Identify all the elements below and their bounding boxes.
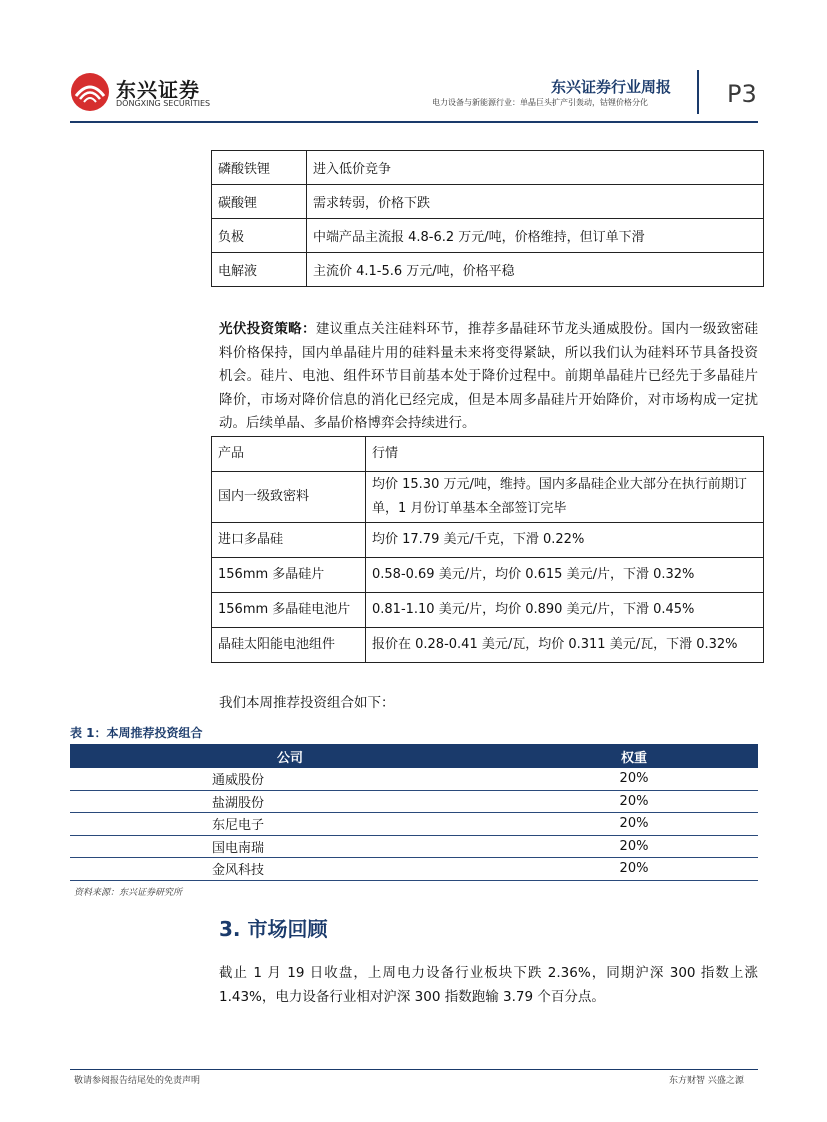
pv-strategy-label: 光伏投资策略： [219, 321, 316, 337]
column-header-market: 行情 [366, 437, 764, 472]
table-cell-product: 碳酸锂 [212, 185, 307, 219]
table-cell-market: 均价 15.30 万元/吨，维持。国内多晶硅企业大部分在执行前期订单，1 月份订单基本全部签订完毕 [366, 472, 764, 523]
brand-name-cn: 东兴证券 [116, 78, 200, 102]
table-cell-status: 主流价 4.1-5.6 万元/吨，价格平稳 [307, 253, 764, 287]
table-cell-market: 报价在 0.28-0.41 美元/瓦，均价 0.311 美元/瓦，下滑 0.32% [366, 628, 764, 663]
column-header-company: 公司 [70, 744, 510, 768]
table-cell-weight: 20% [510, 813, 758, 836]
table-row [212, 151, 764, 185]
table-row [212, 219, 764, 253]
pv-strategy-paragraph [219, 318, 758, 436]
table-cell-company: 金风科技 [70, 858, 510, 881]
footer-rule [70, 1069, 758, 1070]
table-row [70, 768, 758, 790]
table-caption: 表 1：本周推荐投资组合 [70, 726, 203, 740]
column-header-product: 产品 [212, 437, 366, 472]
portfolio-intro: 我们本周推荐投资组合如下： [219, 695, 395, 711]
table-cell-company: 东尼电子 [70, 813, 510, 836]
table-row [70, 813, 758, 836]
report-subtitle: 电力设备与新能源行业：单晶巨头扩产引轰动，钴锂价格分化 [432, 98, 648, 107]
table-header-row [212, 437, 764, 472]
table-cell-company: 国电南瑞 [70, 835, 510, 858]
table-source-note: 资料来源：东兴证券研究所 [74, 888, 183, 898]
table-cell-product: 负极 [212, 219, 307, 253]
table-row [212, 593, 764, 628]
table-row [212, 472, 764, 523]
report-title: 东兴证券行业周报 [551, 78, 672, 96]
table-cell-market: 0.58-0.69 美元/片，均价 0.615 美元/片，下滑 0.32% [366, 558, 764, 593]
footer-disclaimer: 敬请参阅报告结尾处的免责声明 [74, 1076, 201, 1086]
section-heading: 3. 市场回顾 [219, 917, 328, 941]
table-row [70, 835, 758, 858]
table-row [212, 523, 764, 558]
market-review-paragraph: 截止 1 月 19 日收盘，上周电力设备行业板块下跌 2.36%，同期沪深 300 指数上涨 1.43%，电力设备行业相对沪深 300 指数跑输 3.79 个百分点。 [219, 965, 758, 1005]
table-row [212, 628, 764, 663]
table-cell-status: 需求转弱，价格下跌 [307, 185, 764, 219]
table-cell-company: 盐湖股份 [70, 790, 510, 813]
pv-market-table [211, 436, 764, 663]
table-cell-weight: 20% [510, 835, 758, 858]
table-row [212, 185, 764, 219]
table-cell-market: 0.81-1.10 美元/片，均价 0.890 美元/片，下滑 0.45% [366, 593, 764, 628]
table-cell-product: 磷酸铁锂 [212, 151, 307, 185]
column-header-weight: 权重 [510, 744, 758, 768]
table-cell-weight: 20% [510, 790, 758, 813]
table-cell-weight: 20% [510, 768, 758, 790]
table-cell-product: 电解液 [212, 253, 307, 287]
portfolio-table [70, 744, 758, 881]
table-row [212, 253, 764, 287]
table-row [212, 558, 764, 593]
table-cell-product: 国内一级致密料 [212, 472, 366, 523]
table-row [70, 790, 758, 813]
table-cell-product: 156mm 多晶硅电池片 [212, 593, 366, 628]
table-header-row [70, 744, 758, 768]
footer-slogan: 东方财智 兴盛之源 [669, 1076, 744, 1086]
company-logo [70, 72, 110, 112]
table-cell-product: 156mm 多晶硅片 [212, 558, 366, 593]
table-cell-market: 均价 17.79 美元/千克，下滑 0.22% [366, 523, 764, 558]
page-number: P3 [727, 80, 757, 108]
table-cell-status: 中端产品主流报 4.8-6.2 万元/吨，价格维持，但订单下滑 [307, 219, 764, 253]
table-cell-weight: 20% [510, 858, 758, 881]
table-row [70, 858, 758, 881]
header-divider [697, 70, 699, 114]
table-cell-product: 晶硅太阳能电池组件 [212, 628, 366, 663]
header-rule [70, 121, 758, 123]
table-cell-product: 进口多晶硅 [212, 523, 366, 558]
brand-name-en: DONGXING SECURITIES [116, 99, 211, 108]
materials-price-table [211, 150, 764, 287]
table-cell-status: 进入低价竞争 [307, 151, 764, 185]
pv-strategy-text: 建议重点关注硅料环节，推荐多晶硅环节龙头通威股份。国内一级致密硅料价格保持，国内单晶硅片用的硅料量未来将变得紧缺，所以我们认为硅料环节具备投资机会。硅片、电池、组件环节目前基本处于降价过程中。前期单晶硅片已经先于多晶硅片降价，市场对降价信息的消化已经完成，但是本周多晶硅片开始降价，对市场构成一定扰动。后续单晶、多晶价格博弈会持续进行。 [219, 321, 759, 431]
table-cell-company: 通威股份 [70, 768, 510, 790]
